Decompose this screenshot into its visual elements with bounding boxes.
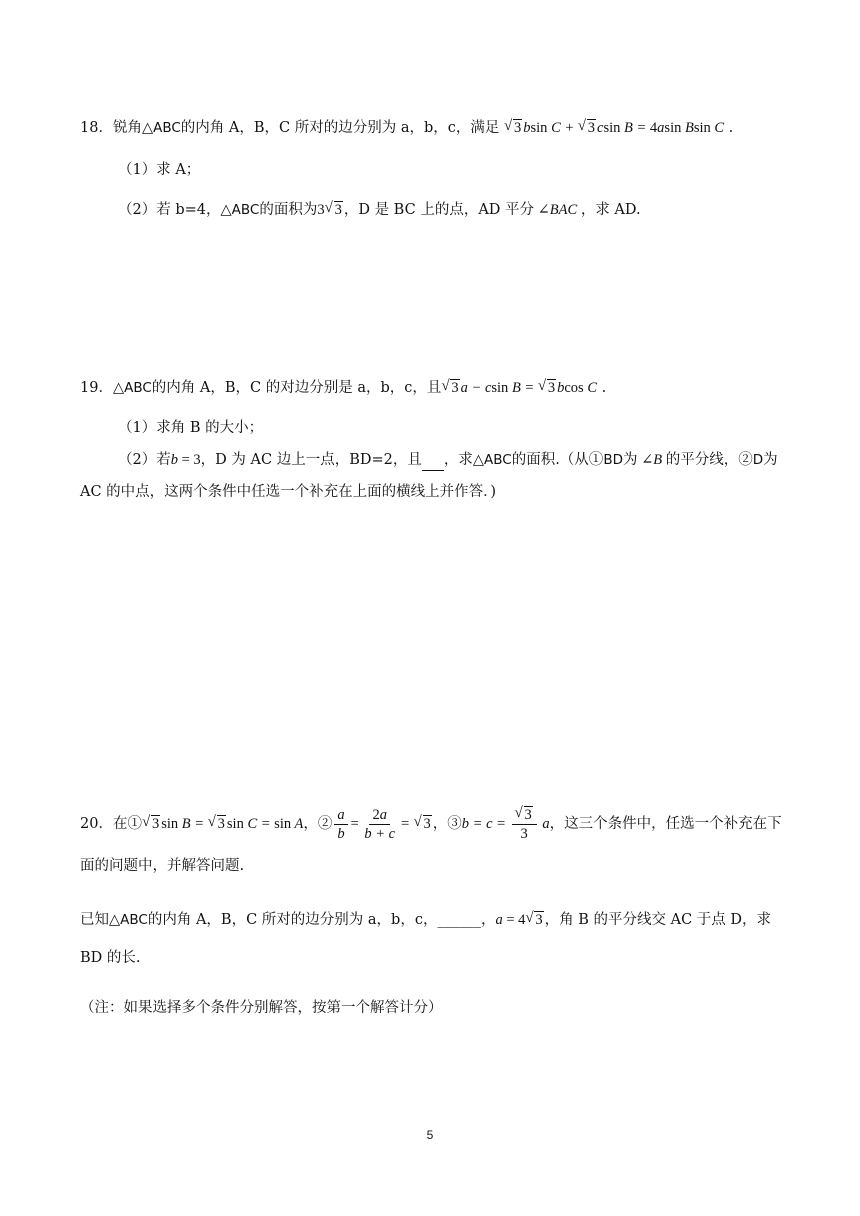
q18-part2: （2）若 b=4，△ABC的面积为3√ 3 ，D 是 BC 上的点，AD 平分 ∠BAC ，求 AD. bbox=[118, 200, 641, 220]
page-number: 5 bbox=[426, 1128, 434, 1142]
q20-stem: 20．在①√ 3 sin B = √ 3 sin C = sin A，② $\frac{a}{b}$ = $\frac{2a}{b + c}$ = √ 3 ，③b = c = √ $\frac{3}{3}$ a，这三个条件中，任选一个补充在下 bbox=[80, 806, 782, 843]
q19-b-value: b = 3 bbox=[170, 452, 201, 468]
q19-stem: 19．△ABC的内角 A，B，C 的对边分别是 a，b，c，且√ 3 a − csin B = √ 3 bcos C . bbox=[80, 378, 606, 398]
q20-stem-cont: 面的问题中，并解答问题. bbox=[80, 858, 245, 874]
q20-blank: ______ bbox=[437, 912, 481, 928]
q19-equation: √ 3 a − csin B = √ 3 bcos C bbox=[441, 380, 597, 396]
q19-part2: （2）若b = 3，D 为 AC 边上一点，BD=2，且 ，求△ABC的面积.（从①BD为 ∠B 的平分线，②D为 bbox=[118, 450, 778, 471]
q20-question-cont: BD 的长. bbox=[80, 950, 141, 966]
q20-question: 已知△ABC的内角 A，B，C 所对的边分别为 a，b，c，______，a = 4√ 3 ，角 B 的平分线交 AC 于点 D，求 bbox=[80, 910, 771, 930]
q20-condition-2: $\frac{a}{b}$ = $\frac{2a}{b + c}$ = √ 3 bbox=[332, 816, 432, 832]
q18-part1: （1）求 A； bbox=[118, 162, 201, 178]
q18-equation: √ 3 bsin C + √ 3 csin B = 4asin Bsin C bbox=[504, 120, 724, 136]
q19-part2-cont: AC 的中点，这两个条件中任选一个补充在上面的横线上并作答．) bbox=[80, 484, 497, 500]
q20-a-value: a = 4√ 3 bbox=[495, 912, 544, 928]
q20-condition-1: √ 3 sin B = √ 3 sin C = sin A bbox=[142, 816, 303, 832]
q18-stem: 18．锐角△ABC的内角 A，B，C 所对的边分别为 a，b，c，满足 √ 3 bsin C + √ 3 csin B = 4asin Bsin C . bbox=[80, 118, 733, 138]
q18-angle: ∠BAC bbox=[534, 202, 581, 218]
q19-part1: （1）求角 B 的大小； bbox=[118, 420, 264, 436]
q18-area-value: 3√ 3 bbox=[317, 202, 344, 218]
q20-condition-3: b = c = √ $\frac{3}{3}$ a bbox=[462, 816, 550, 832]
triangle-symbol: △ bbox=[141, 120, 154, 136]
q19-blank bbox=[422, 450, 444, 471]
q20-note: （注：如果选择多个条件分别解答，按第一个解答计分） bbox=[80, 1000, 443, 1016]
